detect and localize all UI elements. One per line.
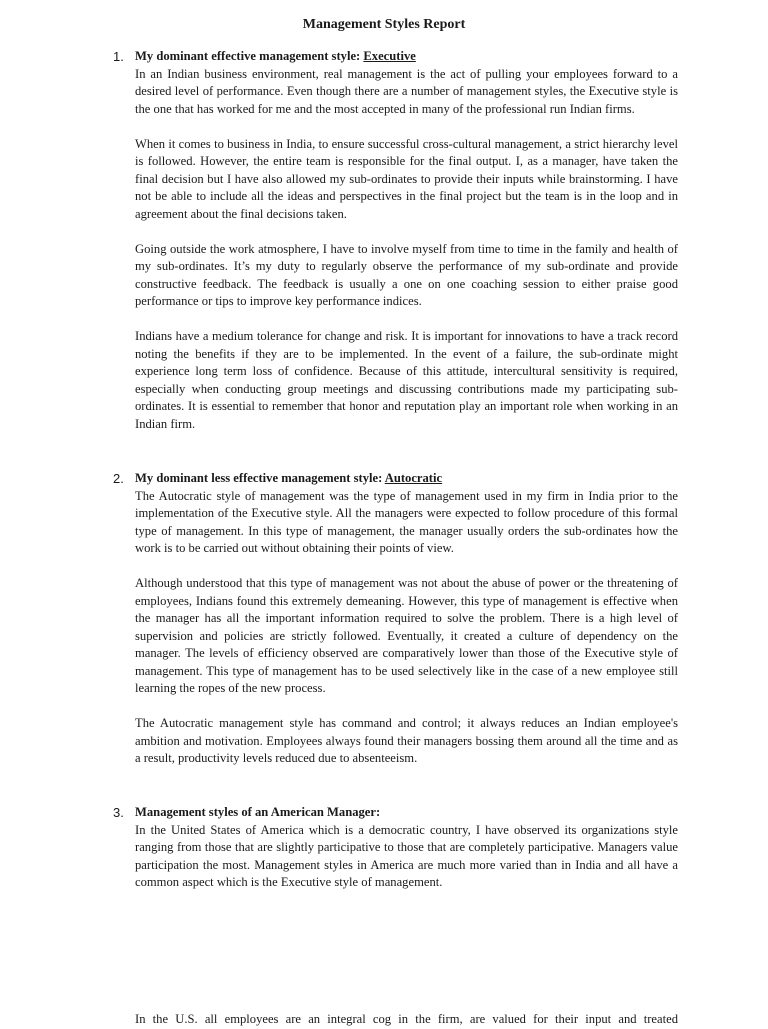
paragraph: In an Indian business environment, real management is the act of pulling your employees forward to a desired level of performance. Even though there are a number of management styles, the Executive style is the one that has worked for me and the most accepted in many of the professional run Indian firms. [135, 66, 678, 116]
paragraph: When it comes to business in India, to ensure successful cross-cultural management, a strict hierarchy level is followed. However, the entire team is responsible for the final output. I, as a manager, have taken the final decision but I have also allowed my sub-ordinates to provide their inputs while brainstorming. I have not be able to include all the ideas and perspectives in the final project but the team is in the loop and in agreement about the final decisions taken. [135, 136, 678, 221]
section-number: 3. [113, 805, 124, 820]
paragraph: Going outside the work atmosphere, I have to involve myself from time to time in the family and health of my sub-ordinates. It’s my duty to regularly observe the performance of my sub-ordinate and provide constructive feedback. The feedback is usually a one on one coaching session to either praise good performance or tips to improve key performance indices. [135, 241, 678, 308]
section-heading [113, 48, 768, 66]
section-heading-emphasis: Autocratic [384, 471, 443, 485]
section-american-manager [0, 804, 768, 892]
section-heading-prefix: My dominant less effective management style: [135, 471, 385, 485]
paragraph: Indians have a medium tolerance for change and risk. It is important for innovations to have a track record noting the benefits if they are to be implemented. In the event of a failure, the sub-ordinate might experience long term loss of confidence. Because of this attitude, intercultural sensitivity is required, especially when conducting group meetings and discussing contributions made my participating sub-ordinates. It is essential to remember that honor and reputation play an important role when working in an Indian firm. [135, 329, 678, 431]
section-executive [0, 48, 768, 433]
paragraph: In the United States of America which is a democratic country, I have observed its organizations style ranging from those that are slightly participative to those that are completely participative. Managers value participation the most. Management styles in America are much more varied than in India and all have a common aspect which is the Executive style of management. [135, 822, 678, 889]
section-heading [113, 470, 768, 488]
section-number: 2. [113, 471, 124, 486]
continuation-paragraph: In the U.S. all employees are an integral cog in the firm, are valued for their input and treated [135, 1012, 678, 1026]
section-heading [113, 804, 768, 822]
paragraph: The Autocratic style of management was the type of management used in my firm in India prior to the implementation of the Executive style. All the managers were expected to follow procedure of this formal type of management. In this type of management, the manager usually orders the sub-ordinates how the work is to be carried out without obtaining their points of view. [135, 488, 678, 555]
section-autocratic [0, 470, 768, 768]
document-title: Management Styles Report [302, 17, 466, 32]
section-heading-prefix: Management styles of an American Manager: [135, 805, 381, 819]
section-heading-prefix: My dominant effective management style: [135, 49, 364, 63]
section-heading-emphasis: Executive [363, 49, 416, 63]
section-number: 1. [113, 49, 124, 64]
paragraph: The Autocratic management style has command and control; it always reduces an Indian employee's ambition and motivation. Employees always found their managers bossing them around all the time and as a result, productivity levels reduced due to absenteeism. [135, 716, 678, 765]
paragraph: Although understood that this type of management was not about the abuse of power or the threatening of employees, Indians found this extremely demeaning. However, this type of management is effective when the manager has all the important information required to solve the problem. There is a high level of supervision and policies are strictly followed. Eventually, it created a culture of dependency on the manager. The levels of efficiency observed are comparatively lower than those of the Executive style of management. This type of management has to be used selectively like in the case of a new employee still learning the ropes of the new process. [135, 576, 678, 695]
